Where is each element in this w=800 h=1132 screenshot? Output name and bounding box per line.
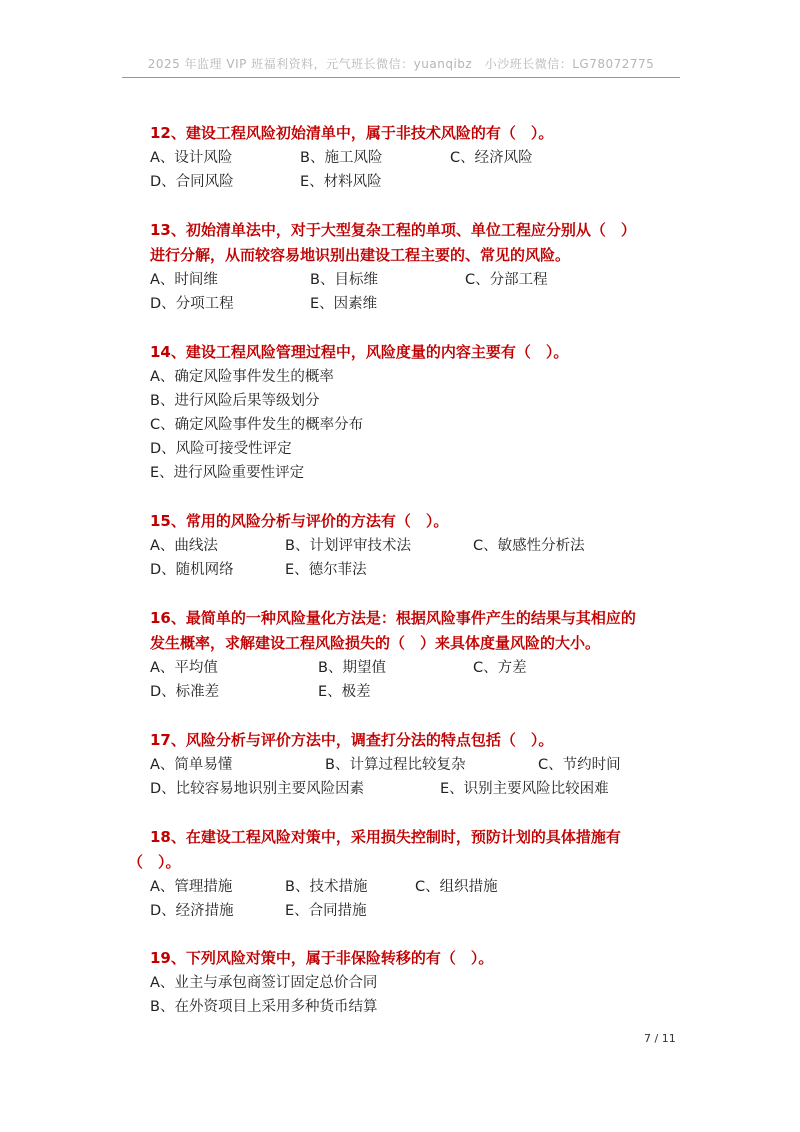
question-title: 12、建设工程风险初始清单中，属于非技术风险的有（ ）。 (150, 124, 554, 142)
question-title: 18、在建设工程风险对策中，采用损失控制时，预防计划的具体措施有 (150, 828, 621, 846)
option-c: C、经济风险 (450, 150, 533, 166)
option-b: B、在外资项目上采用多种货币结算 (150, 999, 378, 1015)
option-c: C、节约时间 (538, 757, 621, 773)
page-header-watermark: 2025 年监理 VIP 班福利资料，元气班长微信：yuanqibz 小沙班长微信：LG78072775 (122, 55, 680, 78)
option-a: A、确定风险事件发生的概率 (150, 369, 334, 385)
option-e: E、合同措施 (285, 903, 367, 919)
question-title-cont: 发生概率，求解建设工程风险损失的（ ）来具体度量风险的大小。 (150, 634, 601, 652)
options-row (150, 268, 690, 292)
option-e: E、材料风险 (300, 174, 382, 190)
option-c: C、确定风险事件发生的概率分布 (150, 417, 364, 433)
question-15 (150, 509, 690, 582)
options-row (150, 753, 690, 777)
question-18 (128, 825, 690, 923)
option-b: B、施工风险 (300, 150, 383, 166)
option-d: D、随机网络 (150, 562, 234, 578)
options-row (150, 534, 690, 558)
option-b: B、计划评审技术法 (285, 538, 411, 554)
options-row (150, 899, 690, 923)
option-e: E、进行风险重要性评定 (150, 465, 305, 481)
option-d: D、合同风险 (150, 174, 234, 190)
options-row (150, 146, 690, 170)
option-a: A、设计风险 (150, 150, 233, 166)
option-b: B、期望值 (318, 660, 386, 676)
option-a: A、管理措施 (150, 879, 233, 895)
option-e: E、识别主要风险比较困难 (440, 781, 609, 797)
option-c: C、分部工程 (465, 272, 548, 288)
option-b: B、目标维 (310, 272, 378, 288)
options-row (150, 170, 690, 194)
question-title: 19、下列风险对策中，属于非保险转移的有（ ）。 (150, 949, 494, 967)
options-row (150, 777, 690, 801)
option-a: A、平均值 (150, 660, 218, 676)
option-a: A、曲线法 (150, 538, 218, 554)
option-a: A、业主与承包商签订固定总价合同 (150, 975, 378, 991)
option-e: E、因素维 (310, 296, 378, 312)
option-e: E、极差 (318, 684, 371, 700)
question-14 (150, 340, 690, 485)
options-row (150, 680, 690, 704)
option-d: D、风险可接受性评定 (150, 441, 292, 457)
question-title: 15、常用的风险分析与评价的方法有（ ）。 (150, 512, 449, 530)
question-title: 16、最简单的一种风险量化方法是：根据风险事件产生的结果与其相应的 (150, 609, 636, 627)
option-c: C、方差 (473, 660, 527, 676)
question-title: 13、初始清单法中，对于大型复杂工程的单项、单位工程应分别从（ ） (150, 221, 636, 239)
option-e: E、德尔菲法 (285, 562, 367, 578)
option-a: A、时间维 (150, 272, 218, 288)
question-19 (150, 946, 690, 1019)
question-13 (150, 218, 690, 316)
options-row (150, 558, 690, 582)
question-17 (150, 728, 690, 801)
question-title-cont: 进行分解，从而较容易地识别出建设工程主要的、常见的风险。 (150, 246, 571, 264)
options-row (150, 875, 690, 899)
question-16 (150, 606, 690, 704)
question-12 (150, 121, 690, 194)
option-b: B、进行风险后果等级划分 (150, 393, 320, 409)
options-row (150, 292, 690, 316)
option-c: C、组织措施 (415, 879, 498, 895)
option-c: C、敏感性分析法 (473, 538, 585, 554)
question-title: 17、风险分析与评价方法中，调查打分法的特点包括（ ）。 (150, 731, 554, 749)
options-row (150, 656, 690, 680)
option-a: A、简单易懂 (150, 757, 233, 773)
option-d: D、分项工程 (150, 296, 234, 312)
question-title: 14、建设工程风险管理过程中，风险度量的内容主要有（ ）。 (150, 343, 569, 361)
question-title-cont: （ ）。 (128, 853, 181, 871)
option-d: D、经济措施 (150, 903, 234, 919)
option-d: D、比较容易地识别主要风险因素 (150, 781, 365, 797)
option-b: B、计算过程比较复杂 (325, 757, 466, 773)
page-number: 7 / 11 (644, 1032, 676, 1045)
option-b: B、技术措施 (285, 879, 368, 895)
option-d: D、标准差 (150, 684, 220, 700)
